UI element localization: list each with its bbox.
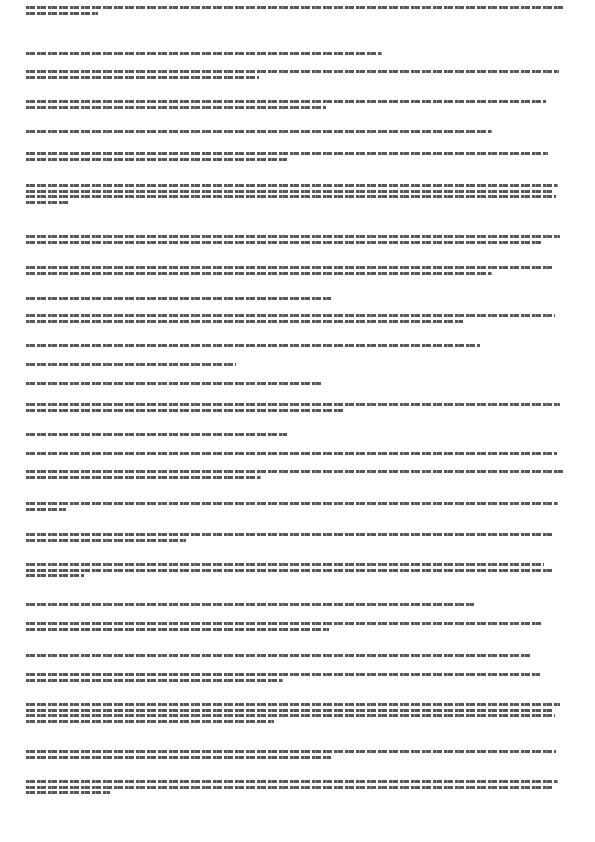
paragraph bbox=[26, 379, 569, 388]
paragraph bbox=[26, 449, 569, 458]
paragraph bbox=[26, 294, 569, 303]
paragraph bbox=[26, 651, 569, 660]
paragraph bbox=[26, 777, 569, 797]
paragraph bbox=[26, 400, 569, 414]
paragraph bbox=[26, 360, 569, 369]
paragraph bbox=[26, 97, 569, 111]
paragraph bbox=[26, 600, 569, 609]
paragraph bbox=[26, 263, 569, 277]
paragraph bbox=[26, 3, 569, 17]
paragraph bbox=[26, 619, 569, 633]
paragraph bbox=[26, 149, 569, 163]
paragraph bbox=[26, 747, 569, 761]
paragraph bbox=[26, 49, 569, 58]
paragraph bbox=[26, 670, 569, 684]
paragraph bbox=[26, 181, 569, 207]
paragraph bbox=[26, 311, 569, 325]
paragraph bbox=[26, 430, 569, 439]
section-heading bbox=[26, 127, 569, 136]
paragraph bbox=[26, 467, 569, 481]
paragraph bbox=[26, 341, 569, 350]
paragraph bbox=[26, 67, 569, 81]
paragraph bbox=[26, 499, 569, 513]
paragraph bbox=[26, 530, 569, 544]
paragraph bbox=[26, 560, 569, 580]
document-page bbox=[26, 0, 569, 842]
paragraph bbox=[26, 700, 569, 726]
paragraph bbox=[26, 232, 569, 246]
